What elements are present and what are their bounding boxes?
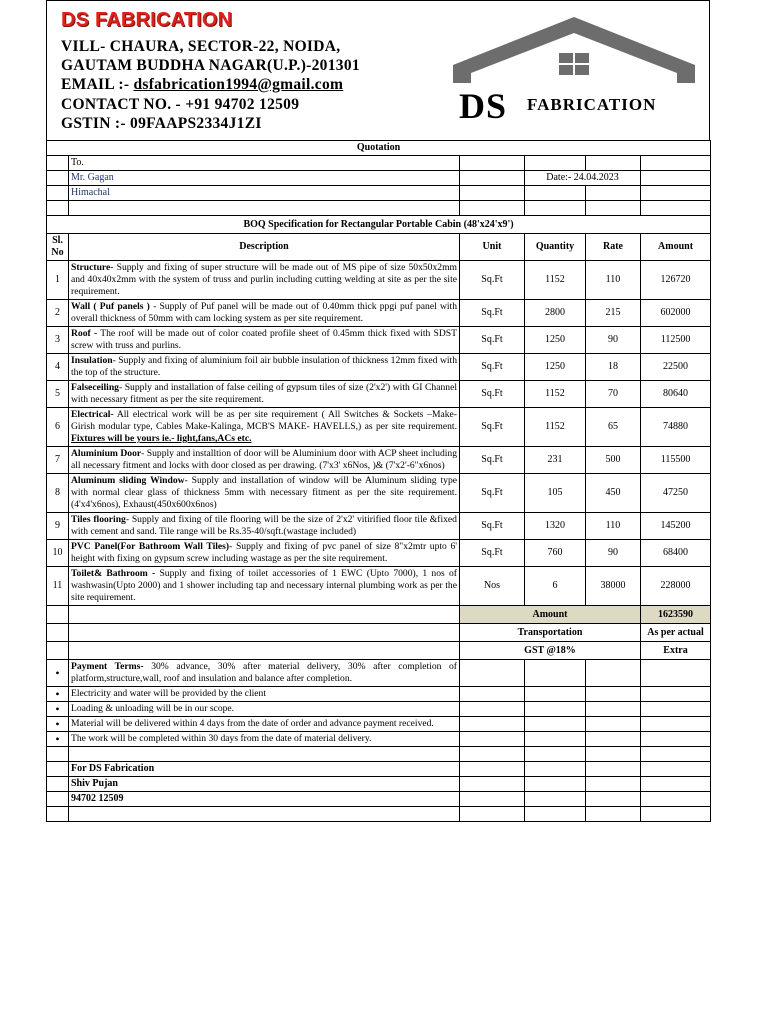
- term-body: Loading & unloading will be in our scope.: [71, 703, 235, 714]
- item-text: All electrical work will be as per site requirement ( All Switches & Sockets –Make-Girish modular type, Cables Make-Kalinga, MCB'S MAKE- HAVELLS,) as per site requirement.: [71, 409, 457, 432]
- blank-cell: [586, 732, 641, 747]
- item-unit: Sq.Ft: [460, 300, 525, 327]
- quotation-sheet: [46, 0, 710, 822]
- item-amount: 115500: [641, 447, 711, 474]
- blank-cell: [641, 777, 711, 792]
- item-sl: 8: [47, 474, 69, 513]
- item-row: [47, 381, 711, 408]
- item-title: PVC Panel(For Bathroom Wall Tiles): [71, 541, 230, 552]
- blank-cell: [586, 792, 641, 807]
- gst-value: Extra: [641, 642, 711, 660]
- blank-cell: [586, 777, 641, 792]
- item-quantity: 1320: [525, 513, 586, 540]
- item-title: Electrical-: [71, 409, 114, 420]
- item-rate: 18: [586, 354, 641, 381]
- item-description: [69, 447, 460, 474]
- signature-for: For DS Fabrication: [69, 762, 460, 777]
- blank-cell: [641, 702, 711, 717]
- item-row: [47, 261, 711, 300]
- item-quantity: 760: [525, 540, 586, 567]
- item-text: - Supply and installation of window will be Aluminum sliding type with normal clear glass of thickness 5mm with necessary fitment as per the site requirement. (4'x4'x6nos), Exhaust(450x600x6nos): [71, 475, 457, 510]
- blank-cell: [586, 747, 641, 762]
- blank-cell: [586, 660, 641, 687]
- col-header-rate: Rate: [586, 234, 641, 261]
- item-sl: 5: [47, 381, 69, 408]
- spacer: [69, 747, 460, 762]
- term-row: [47, 660, 711, 687]
- item-unit: Sq.Ft: [460, 261, 525, 300]
- blank-cell: [525, 777, 586, 792]
- item-row: [47, 327, 711, 354]
- signature-phone-row: [47, 792, 711, 807]
- term-body: 30% advance, 30% after material delivery, 30% after completion of platform,structure,wall, roof and insulation and balance after completion.: [71, 661, 457, 684]
- term-text: [69, 660, 460, 687]
- term-title: Payment Terms-: [71, 661, 144, 672]
- blank-cell: [460, 702, 525, 717]
- item-quantity: 6: [525, 567, 586, 606]
- bullet-icon: •: [47, 717, 69, 732]
- item-amount: 68400: [641, 540, 711, 567]
- item-unit: Sq.Ft: [460, 540, 525, 567]
- blank-cell: [586, 687, 641, 702]
- blank-cell: [525, 732, 586, 747]
- item-rate: 450: [586, 474, 641, 513]
- item-unit: Sq.Ft: [460, 474, 525, 513]
- blank-cell: [525, 792, 586, 807]
- item-amount: 228000: [641, 567, 711, 606]
- gst: [47, 642, 711, 660]
- item-description: [69, 354, 460, 381]
- blank-cell: [460, 762, 525, 777]
- blank-cell: [641, 687, 711, 702]
- house-roof-icon: [451, 15, 697, 90]
- item-rate: 90: [586, 327, 641, 354]
- item-rate: 110: [586, 261, 641, 300]
- item-row: [47, 540, 711, 567]
- quotation-date: Date:- 24.04.2023: [525, 171, 641, 186]
- spacer-row: [47, 201, 711, 216]
- item-amount: 602000: [641, 300, 711, 327]
- item-row: [47, 354, 711, 381]
- blank-cell: [525, 717, 586, 732]
- item-text: - Supply and installtion of door will be Aluminium door with ACP sheet including all necessary fitment and locks with door closed as per drawing. (7'x3' x6Nos, )& (7'x2'-6"x6nos): [71, 448, 458, 471]
- col-header-unit: Unit: [460, 234, 525, 261]
- col-header-quantity: Quantity: [525, 234, 586, 261]
- term-row: [47, 717, 711, 732]
- blank-cell: [525, 807, 586, 822]
- blank-cell: [586, 807, 641, 822]
- item-sl: 6: [47, 408, 69, 447]
- client-place-row: [47, 186, 711, 201]
- item-extra-note: Fixtures will be yours ie.- light,fans,ACs etc.: [71, 433, 252, 444]
- blank-cell: [586, 762, 641, 777]
- item-sl: 11: [47, 567, 69, 606]
- item-title: Falseceiling: [71, 382, 119, 393]
- item-row: [47, 300, 711, 327]
- item-row: [47, 474, 711, 513]
- item-description: [69, 567, 460, 606]
- blank-cell: [641, 792, 711, 807]
- item-quantity: 1152: [525, 261, 586, 300]
- logo-fabrication-text: FABRICATION: [527, 95, 657, 114]
- blank-cell: [460, 660, 525, 687]
- term-body: The work will be completed within 30 days from the date of material delivery.: [71, 733, 372, 744]
- item-amount: 145200: [641, 513, 711, 540]
- gst-label: GST @18%: [460, 642, 641, 660]
- item-title: Toilet& Bathroom -: [71, 568, 156, 579]
- item-sl: 4: [47, 354, 69, 381]
- item-description: [69, 408, 460, 447]
- item-quantity: 2800: [525, 300, 586, 327]
- email-label: EMAIL :-: [61, 76, 134, 93]
- item-unit: Sq.Ft: [460, 408, 525, 447]
- item-unit: Sq.Ft: [460, 381, 525, 408]
- blank-cell: [47, 792, 69, 807]
- blank-cell: [641, 717, 711, 732]
- signature-phone: 94702 12509: [69, 792, 460, 807]
- transportation-label: Transportation: [460, 624, 641, 642]
- item-title: Roof -: [71, 328, 98, 339]
- bullet-icon: •: [47, 687, 69, 702]
- signature-name-row: [47, 777, 711, 792]
- blank-cell: [641, 762, 711, 777]
- transportation-value: As per actual: [641, 624, 711, 642]
- blank-cell: [586, 702, 641, 717]
- client-name-row: [47, 171, 711, 186]
- transportation: [47, 624, 711, 642]
- item-sl: 7: [47, 447, 69, 474]
- blank-cell: [460, 777, 525, 792]
- email-line: [61, 76, 343, 94]
- blank-cell: [47, 777, 69, 792]
- item-text: - Supply and fixing of pvc panel of size 8"x2mtr upto 6' height with fixing on gypsum screw including wastage as per the site requirement.: [71, 541, 457, 564]
- item-title: Insulation: [71, 355, 113, 366]
- item-row: [47, 513, 711, 540]
- company-logo: [451, 15, 697, 127]
- contact-line: CONTACT NO. - +91 94702 12509: [61, 96, 300, 113]
- blank-cell: [47, 762, 69, 777]
- bullet-icon: •: [47, 660, 69, 687]
- blank-cell: [69, 624, 460, 642]
- spacer-end-row: [47, 807, 711, 822]
- blank-cell: [69, 642, 460, 660]
- item-quantity: 231: [525, 447, 586, 474]
- term-text: [69, 702, 460, 717]
- item-unit: Sq.Ft: [460, 513, 525, 540]
- address-line-1: VILL- CHAURA, SECTOR-22, NOIDA,: [61, 38, 341, 55]
- term-row: [47, 702, 711, 717]
- blank-cell: [525, 660, 586, 687]
- item-description: [69, 327, 460, 354]
- spacer-end: [69, 807, 460, 822]
- logo-ds-text: DS: [459, 86, 508, 126]
- blank-cell: [460, 687, 525, 702]
- item-amount: 47250: [641, 474, 711, 513]
- blank-cell: [641, 660, 711, 687]
- company-name: DS FABRICATION: [61, 9, 233, 31]
- term-body: Material will be delivered within 4 days from the date of order and advance payment received.: [71, 718, 434, 729]
- item-description: [69, 474, 460, 513]
- item-title: Tiles flooring: [71, 514, 126, 525]
- item-quantity: 1152: [525, 381, 586, 408]
- blank-cell: [47, 747, 69, 762]
- item-title: Wall ( Puf panels ): [71, 301, 150, 312]
- column-header-row: [47, 234, 711, 261]
- item-quantity: 1250: [525, 354, 586, 381]
- item-sl: 2: [47, 300, 69, 327]
- letterhead: [46, 0, 710, 140]
- item-sl: 10: [47, 540, 69, 567]
- item-text: - Supply and fixing of aluminium foil air bubble insulation of thickness 12mm fixed with the top of the structure.: [71, 355, 457, 378]
- item-rate: 215: [586, 300, 641, 327]
- item-quantity: 105: [525, 474, 586, 513]
- item-row: [47, 447, 711, 474]
- blank-cell: [47, 642, 69, 660]
- quotation-table: [46, 140, 711, 822]
- item-sl: 1: [47, 261, 69, 300]
- blank-cell: [641, 732, 711, 747]
- item-text: - Supply of Puf panel will be made out of 0.40mm thick ppgi puf panel with overall thickness of 50mm with cam locking system as per site requirement.: [71, 301, 457, 324]
- to-label: To.: [69, 156, 460, 171]
- boq-title-row: [47, 216, 711, 234]
- blank-cell: [586, 717, 641, 732]
- item-text: Supply and fixing of super structure will be made out of MS pipe of size 50x50x2mm and 40x40x2mm with the system of truss and purlin including cutting welding at site as per the site requirement.: [71, 262, 457, 297]
- item-amount: 22500: [641, 354, 711, 381]
- term-row: [47, 732, 711, 747]
- term-text: [69, 732, 460, 747]
- blank-cell: [525, 762, 586, 777]
- item-description: [69, 513, 460, 540]
- item-amount: 126720: [641, 261, 711, 300]
- client-place: Himachal: [69, 186, 460, 201]
- item-quantity: 1250: [525, 327, 586, 354]
- item-title: Aluminum sliding Window: [71, 475, 185, 486]
- item-text: The roof will be made out of color coated profile sheet of 0.45mm thick fixed with SDST screw with truss and purlins.: [71, 328, 458, 351]
- quotation-title: Quotation: [47, 141, 711, 156]
- email-link[interactable]: dsfabrication1994@gmail.com: [133, 76, 344, 93]
- spacer-row: [47, 747, 711, 762]
- item-text: - Supply and installation of false ceiling of gypsum tiles of size (2'x2') with GI Channel with necessary fitment as per the site requirement.: [71, 382, 457, 405]
- item-amount: 74880: [641, 408, 711, 447]
- col-header-amount: Amount: [641, 234, 711, 261]
- quotation-title-row: [47, 141, 711, 156]
- blank-cell: [460, 747, 525, 762]
- address-line-2: GAUTAM BUDDHA NAGAR(U.P.)-201301: [61, 57, 360, 74]
- item-rate: 70: [586, 381, 641, 408]
- col-header-description: Description: [69, 234, 460, 261]
- item-title: Aluminium Door: [71, 448, 142, 459]
- to-row: [47, 156, 711, 171]
- item-description: [69, 540, 460, 567]
- total-amount-value: 1623590: [641, 606, 711, 624]
- item-row: [47, 408, 711, 447]
- item-description: [69, 381, 460, 408]
- item-rate: 65: [586, 408, 641, 447]
- bullet-icon: •: [47, 732, 69, 747]
- signature-name: Shiv Pujan: [69, 777, 460, 792]
- blank-cell: [460, 717, 525, 732]
- item-text: Supply and fixing of toilet accessories of 1 EWC (Upto 7000), 1 nos of washwasin(Upto 2000) and 1 shower including tap and necessary internal plumbing work as per the site requirement.: [71, 568, 457, 603]
- blank-cell: [69, 606, 460, 624]
- item-quantity: 1152: [525, 408, 586, 447]
- item-title: Structure-: [71, 262, 114, 273]
- blank-cell: [525, 702, 586, 717]
- item-description: [69, 300, 460, 327]
- boq-title: BOQ Specification for Rectangular Portable Cabin (48'x24'x9'): [47, 216, 711, 234]
- item-unit: Sq.Ft: [460, 327, 525, 354]
- item-rate: 500: [586, 447, 641, 474]
- blank-cell: [460, 792, 525, 807]
- term-text: [69, 717, 460, 732]
- item-row: [47, 567, 711, 606]
- item-rate: 38000: [586, 567, 641, 606]
- blank-cell: [525, 687, 586, 702]
- term-text: [69, 687, 460, 702]
- item-text: - Supply and fixing of tile flooring will be the size of 2'x2' vitirified floor tile &fixed with cement and sand. Tile range will be Rs.35-40/sqft.(wastage included): [71, 514, 457, 537]
- blank-cell: [460, 807, 525, 822]
- col-header-sl: Sl. No: [47, 234, 69, 261]
- blank-cell: [460, 732, 525, 747]
- term-body: Electricity and water will be provided by the client: [71, 688, 267, 699]
- item-sl: 3: [47, 327, 69, 354]
- blank-cell: [525, 747, 586, 762]
- item-unit: Sq.Ft: [460, 354, 525, 381]
- item-description: [69, 261, 460, 300]
- total-amount-label: Amount: [460, 606, 641, 624]
- item-amount: 112500: [641, 327, 711, 354]
- total-amount: [47, 606, 711, 624]
- item-amount: 80640: [641, 381, 711, 408]
- item-unit: Sq.Ft: [460, 447, 525, 474]
- item-unit: Nos: [460, 567, 525, 606]
- item-sl: 9: [47, 513, 69, 540]
- client-name: Mr. Gagan: [69, 171, 460, 186]
- blank-cell: [47, 807, 69, 822]
- bullet-icon: •: [47, 702, 69, 717]
- signature-for-row: [47, 762, 711, 777]
- blank-cell: [641, 807, 711, 822]
- blank-cell: [47, 624, 69, 642]
- term-row: [47, 687, 711, 702]
- item-rate: 90: [586, 540, 641, 567]
- blank-cell: [47, 606, 69, 624]
- item-rate: 110: [586, 513, 641, 540]
- gstin-line: GSTIN :- 09FAAPS2334J1ZI: [61, 115, 262, 132]
- blank-cell: [641, 747, 711, 762]
